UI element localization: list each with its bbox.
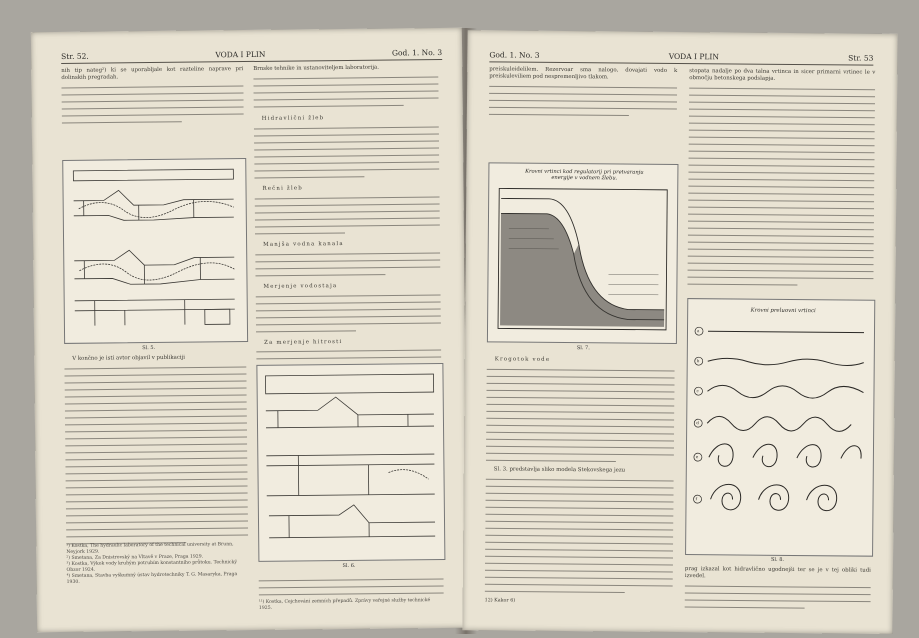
left-col2-lines-e <box>256 292 441 340</box>
figure-7-caption: Sl. 7. <box>576 345 590 352</box>
left-page <box>31 28 468 632</box>
left-col1-lower-text: V končno je isti avtor objavil v publikaciji <box>72 354 185 362</box>
footnote-4: ⁴) Smetana, Stavba vyškumný ústav hydrotechniky T. G. Masaryka, Praga 1930. <box>66 572 238 585</box>
figure-8-caption: Sl. 8. <box>770 556 785 563</box>
right-running-head <box>489 50 873 65</box>
left-col1-top <box>61 66 244 131</box>
right-footer-ref: 12) Kakor 6) <box>484 598 516 604</box>
figure-8-label-e: e <box>695 454 699 460</box>
right-col2-bottom-text: prag izkazal kot hidravlično ugodnejši ter se je v tej obliki tudi izvedel. <box>684 566 871 580</box>
right-col1-lower <box>485 356 675 606</box>
figure-8-drawing <box>685 298 875 557</box>
footnote-5: ¹¹) Kostka, Cejchování zemních přepadů. Zprávy veřejné služby technické 1925. <box>258 598 431 611</box>
figure-6-svg <box>257 364 444 561</box>
footnote-1: ¹) Kostka, The hydraulic laboratory of the technical university at Brunn, Neyjork 1929. <box>66 542 234 555</box>
figure-8-label-a: a <box>696 328 700 334</box>
figure-5-drawing <box>62 158 248 344</box>
figure-8-label-c: c <box>696 388 699 394</box>
footnote-2: ²) Smetana, Za Dnistrovský na Vltavě v Praze, Praga 1929. <box>66 554 204 561</box>
figure-5-caption: Sl. 5. <box>142 344 156 352</box>
left-col2-heading-1: Hidravlični žleb <box>261 115 325 122</box>
left-col2-lines-b <box>254 124 440 186</box>
right-col1-lines-a <box>486 366 675 468</box>
figure-8-svg <box>686 299 874 556</box>
left-page-number: Str. 52. <box>61 51 89 61</box>
right-col1-lines-b <box>485 476 674 598</box>
right-col1-top-lines <box>489 83 677 125</box>
right-col2-top <box>687 68 875 296</box>
right-col1-heading: Krogotok vode <box>494 356 551 363</box>
left-col2-bottom-lines <box>259 576 444 600</box>
left-col1-top-text: nih tip nateg²) ki se uporabljale kot razteline naprave pri dolinskih pregradah. <box>61 66 244 81</box>
right-journal-title: VODA I PLIN <box>668 51 719 62</box>
right-page <box>462 30 897 634</box>
left-issue: God. 1. No. 3 <box>391 47 443 58</box>
figure-8-label-f: f <box>695 496 698 502</box>
right-col2-bottom-lines <box>685 583 871 615</box>
left-col1-lower-lines <box>64 364 248 550</box>
figure-7-drawing <box>487 162 679 344</box>
figure-5-svg <box>63 159 247 343</box>
footnote-3: ³) Kostka, Výkok vody kruhým potrubím konstantního průtoku. Technický Obzor 1924. <box>66 560 237 573</box>
left-col2-lines-a <box>253 74 438 116</box>
right-col2-top-text: stopata nadalje po dva talna vrtinca in sicer primarni vrtinec le v območju betonskega podslapja. <box>689 68 876 82</box>
left-col2-heading-4: Merjenje vodostaja <box>263 282 338 290</box>
figure-7-svg <box>488 163 678 343</box>
left-col2-lines-c <box>255 194 440 242</box>
right-col2-bottom <box>685 566 871 614</box>
right-issue: God. 1. No. 3 <box>489 50 540 60</box>
left-running-head <box>61 48 442 64</box>
left-col2-heading-5: Za merjenje hitrosti <box>264 338 343 346</box>
figure-8-label-b: b <box>696 358 700 364</box>
left-col2-heading-2: Rečni žleb <box>262 185 303 192</box>
left-col1-lower <box>64 354 248 550</box>
left-footnotes <box>66 542 248 586</box>
right-col2-lines <box>687 85 875 297</box>
right-page-number: Str. 53 <box>848 53 874 63</box>
left-col1-text-lines <box>61 83 243 131</box>
left-footnote-col2 <box>259 576 444 612</box>
figure-6-caption: Sl. 6. <box>342 562 356 570</box>
figure-8-title: Krovni preluovni vrtinci <box>750 307 816 315</box>
figure-6-drawing <box>256 363 445 562</box>
left-col2-top-text: Brnske tehnike in ustanoviteljem laboratorija. <box>253 64 379 72</box>
left-col2-lines-d <box>255 250 440 284</box>
left-journal-title: VODA I PLIN <box>215 49 266 60</box>
left-col2-top <box>253 64 441 369</box>
figure-7-title: Krovni vrtinci kod regulatorij pri pretvaranju energije v vodnem žlebu. <box>525 168 644 182</box>
right-col1-top <box>489 66 677 124</box>
left-col2-heading-3: Manjša vodna kanala <box>263 240 344 248</box>
right-col1-mid-text: Sl. 3. predstavlja sliko modela Stekovskega jezu <box>493 466 626 474</box>
right-col1-top-text: preiskuleidelilem. Rezervoar sma nalogo, dovajati vodo k preiskuleviliem pod nespremenljivo tlakom. <box>489 66 678 81</box>
figure-8-label-d: d <box>696 420 699 426</box>
